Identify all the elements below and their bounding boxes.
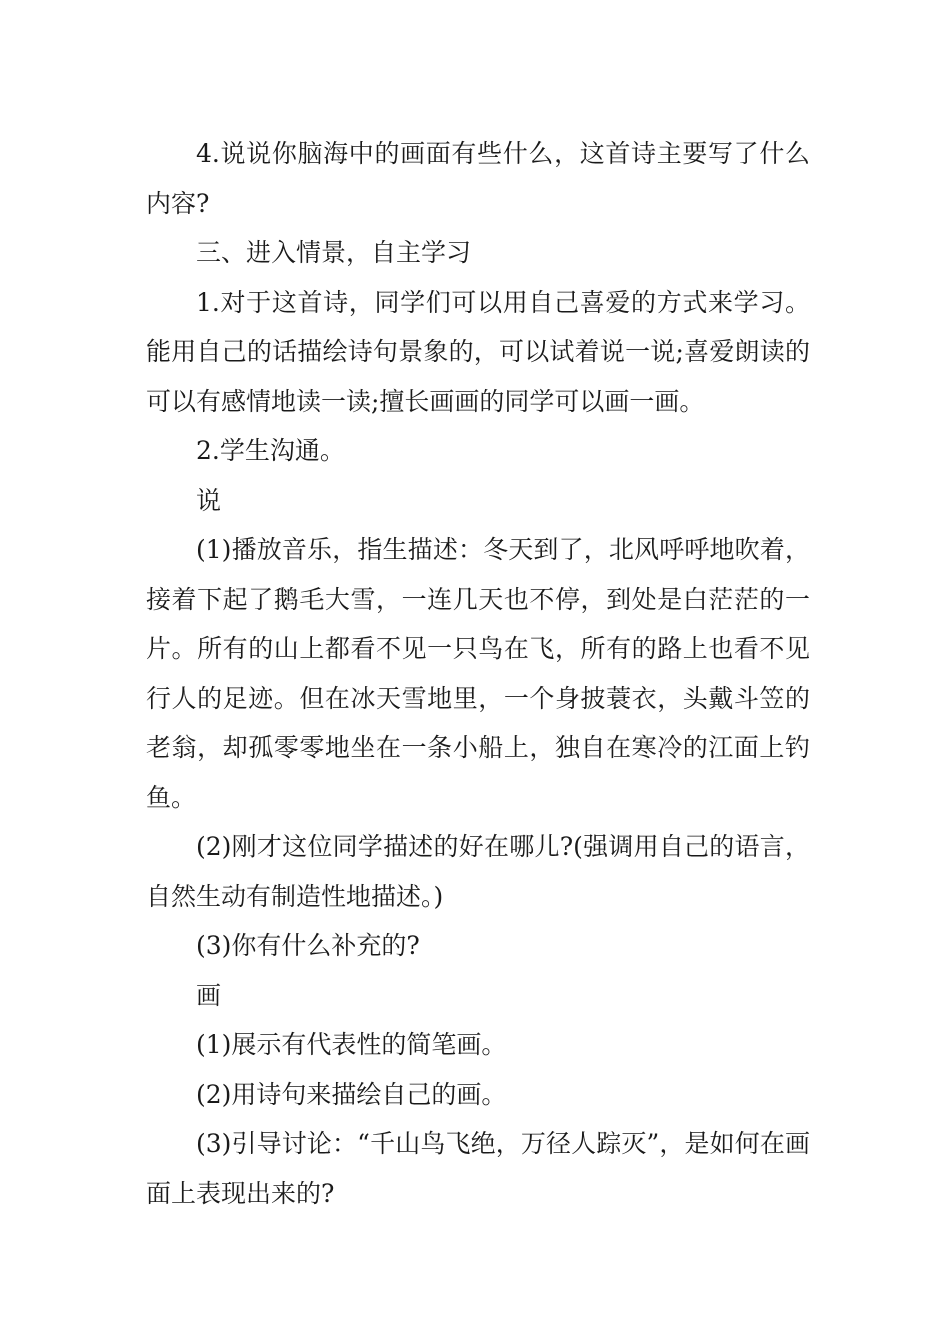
paragraph-speak-1: (1)播放音乐，指生描述：冬天到了，北风呼呼地吹着，接着下起了鹅毛大雪，一连几天也不停，到处是白茫茫的一片。所有的山上都看不见一只鸟在飞，所有的路上也看不见行人的足迹。但在冰天雪地里，一个身披蓑衣，头戴斗笠的老翁，却孤零零地坐在一条小船上，独自在寒冷的江面上钓鱼。 xyxy=(146,535,810,812)
paragraph-draw-1: (1)展示有代表性的简笔画。 xyxy=(196,1030,507,1059)
paragraph-speak-3: (3)你有什么补充的? xyxy=(196,931,420,960)
paragraph-question-4: 4.说说你脑海中的画面有些什么，这首诗主要写了什么内容? xyxy=(146,139,810,218)
paragraph-step-2: 2.学生沟通。 xyxy=(196,436,345,465)
subheading-draw: 画 xyxy=(196,980,222,1010)
paragraph-speak-2: (2)刚才这位同学描述的好在哪儿?(强调用自己的语言，自然生动有制造性地描述。) xyxy=(146,832,810,911)
paragraph-draw-3: (3)引导讨论：“千山鸟飞绝，万径人踪灭”，是如何在画面上表现出来的? xyxy=(146,1129,810,1208)
subheading-speak: 说 xyxy=(196,485,222,515)
section-heading-3: 三、进入情景，自主学习 xyxy=(196,238,472,267)
paragraph-step-1: 1.对于这首诗，同学们可以用自己喜爱的方式来学习。能用自己的话描绘诗句景象的，可以试着说一说;喜爱朗读的可以有感情地读一读;擅长画画的同学可以画一画。 xyxy=(146,287,810,416)
paragraph-draw-2: (2)用诗句来描绘自己的画。 xyxy=(196,1079,507,1109)
document-body xyxy=(146,129,810,1218)
